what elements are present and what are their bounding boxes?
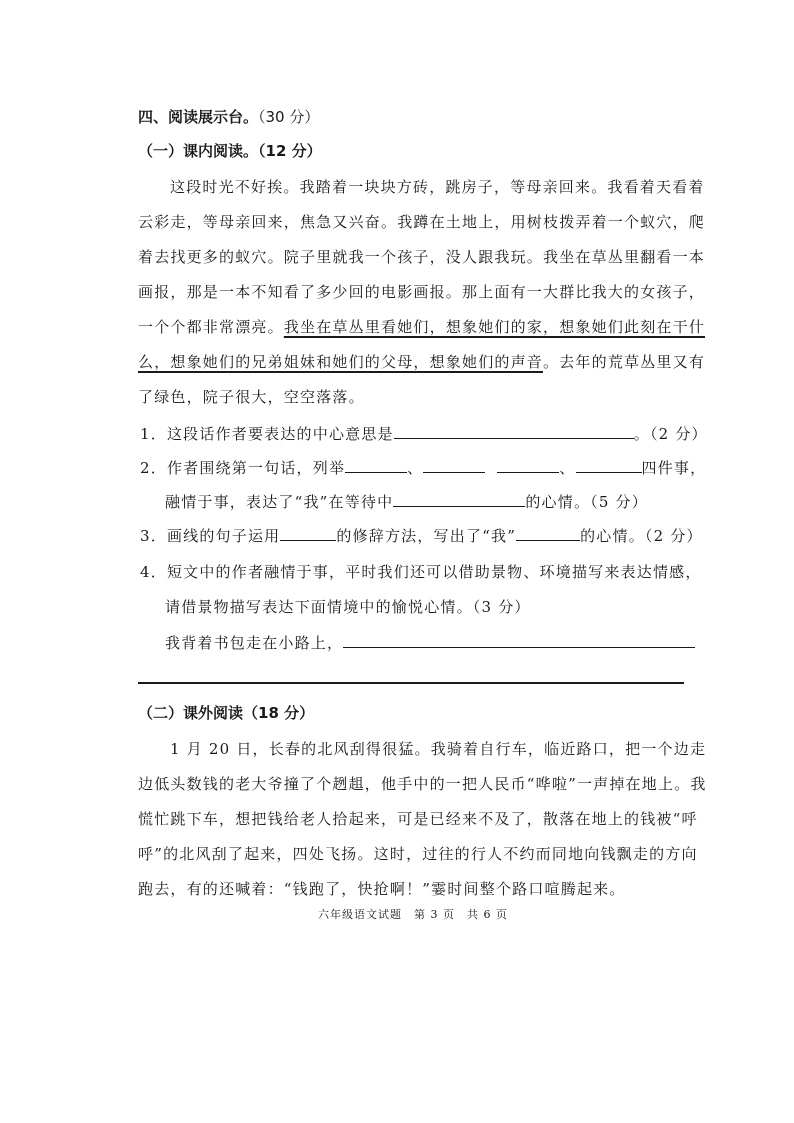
answer-line[interactable] xyxy=(138,682,684,684)
question-1 xyxy=(140,423,708,444)
passage1-line xyxy=(138,351,705,372)
q4-answer-blank[interactable] xyxy=(343,633,695,648)
q2-label: 2．作者围绕第一句话，列举 xyxy=(140,459,346,477)
q4-prompt: 我背着书包走在小路上， xyxy=(165,634,344,652)
q3-tail: 的心情。（2 分） xyxy=(580,527,703,545)
q2-answer-blank-3[interactable] xyxy=(497,458,559,473)
section-heading xyxy=(138,106,319,127)
passage1-text: 一个个都非常漂亮。 xyxy=(138,318,284,336)
q2-line2-tail: 的心情。（5 分） xyxy=(525,493,648,511)
q2-separator: 、 xyxy=(407,459,424,477)
passage1-line: 着去找更多的蚁穴。院子里就我一个孩子，没人跟我玩。我坐在草丛里翻看一本 xyxy=(138,248,706,266)
underlined-sentence: 么，想象她们的兄弟姐妹和她们的父母，想象她们的声音 xyxy=(138,353,544,371)
passage1-line: 这段时光不好挨。我踏着一块块方砖，跳房子，等母亲回来。我看着天看着 xyxy=(170,178,705,196)
question-4: 4．短文中的作者融情于事，平时我们还可以借助景物、环境描写来表达情感， xyxy=(140,563,702,581)
section-score: （30 分） xyxy=(258,108,320,126)
q2-separator: 、 xyxy=(559,459,576,477)
q1-score: 。（2 分） xyxy=(633,425,708,443)
passage2-line: 跑去，有的还喊着：“钱跑了，快抢啊！”霎时间整个路口喧腾起来。 xyxy=(138,880,626,898)
q3-mid: 的修辞方法，写出了“我” xyxy=(336,527,517,545)
passage2-line: 慌忙跳下车，想把钱给老人拾起来，可是已经来不及了，散落在地上的钱被“呼 xyxy=(138,810,698,828)
passage2-line: 1 月 20 日，长春的北风刮得很猛。我骑着自行车，临近路口，把一个边走 xyxy=(170,740,707,758)
section-title: 四、阅读展示台。 xyxy=(138,108,259,126)
question-2 xyxy=(140,457,706,478)
passage1-line: 画报，那是一本不知看了多少回的电影画报。那上面有一大群比我大的女孩子， xyxy=(138,283,706,301)
question-2-line2 xyxy=(165,491,648,512)
q1-label: 1．这段话作者要表达的中心意思是 xyxy=(140,425,394,443)
passage1-line xyxy=(138,316,705,337)
question-4-answer xyxy=(165,632,695,653)
q3-answer-blank-2[interactable] xyxy=(516,526,580,541)
question-3 xyxy=(140,525,703,546)
question-4-line2: 请借景物描写表达下面情境中的愉悦心情。（3 分） xyxy=(165,598,531,616)
q3-answer-blank-1[interactable] xyxy=(280,526,336,541)
q2-answer-blank-1[interactable] xyxy=(345,458,407,473)
q2-answer-blank-5[interactable] xyxy=(393,492,525,507)
q2-answer-blank-4[interactable] xyxy=(576,458,642,473)
q2-answer-blank-2[interactable] xyxy=(423,458,485,473)
passage2-line: 边低头数钱的老大爷撞了个趔趄，他手中的一把人民币“哗啦”一声掉在地上。我 xyxy=(138,775,707,793)
page-footer: 六年级语文试题 第 3 页 共 6 页 xyxy=(318,908,508,921)
passage1-line: 了绿色，院子很大，空空落落。 xyxy=(138,388,365,406)
passage1-line: 云彩走，等母亲回来，焦急又兴奋。我蹲在土地上，用树枝拨弄着一个蚁穴，爬 xyxy=(138,213,706,231)
underlined-sentence: 我坐在草丛里看她们，想象她们的家，想象她们此刻在干什 xyxy=(283,318,706,336)
passage2-line: 呼”的北风刮了起来，四处飞扬。这时，过往的行人不约而同地向钱飘走的方向 xyxy=(138,845,698,863)
q2-line2-text: 融情于事，表达了“我”在等待中 xyxy=(165,493,394,511)
q3-label: 3．画线的句子运用 xyxy=(140,527,281,545)
passage1-text: 。去年的荒草丛里又有 xyxy=(543,353,706,371)
part2-title: （二）课外阅读（18 分） xyxy=(138,704,315,722)
part1-title: （一）课内阅读。（12 分） xyxy=(138,142,322,160)
q1-answer-blank[interactable] xyxy=(394,424,634,439)
q2-tail: 四件事， xyxy=(641,459,707,477)
